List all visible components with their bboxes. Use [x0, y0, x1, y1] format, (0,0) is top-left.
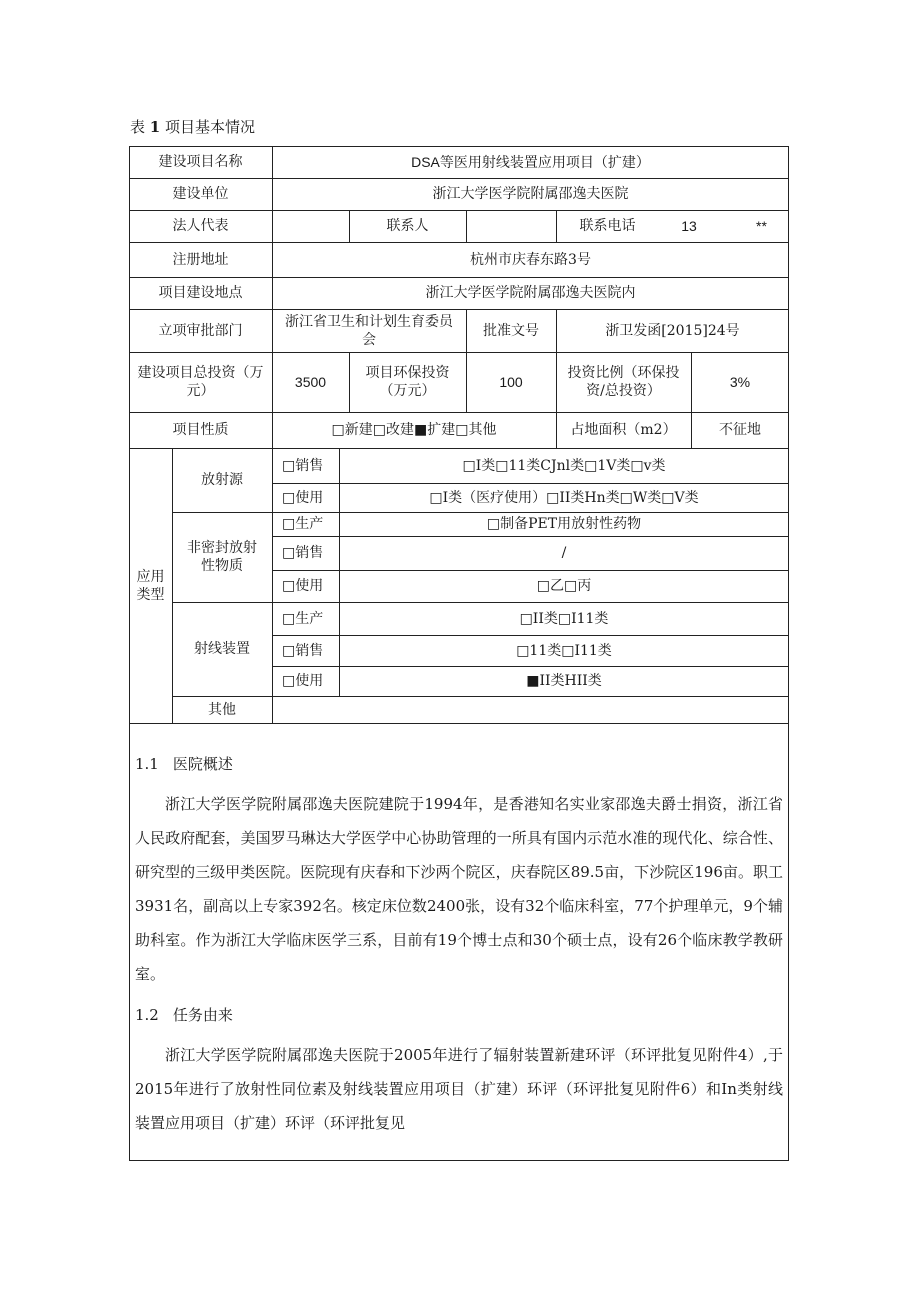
area-value: 不征地: [719, 422, 761, 438]
section-1-2-paragraph: 浙江大学医学院附属邵逸夫医院于2005年进行了辐射装置新建环评（环评批复见附件4）,于2015年进行了放射性同位素及射线装置应用项目（扩建）环评（环评批复见附件6）和In类射线装置应用项目（扩建）环评（环评批复见: [135, 1046, 783, 1132]
project-name-label: 建设项目名称: [158, 154, 243, 170]
rs-sale-checkbox[interactable]: □销售: [282, 457, 324, 474]
us-sale-checkbox[interactable]: □销售: [282, 545, 324, 561]
phone-value-b: **: [756, 218, 767, 234]
legal-rep-value: [272, 210, 349, 242]
unsealed-label: 非密封放射性物质: [187, 540, 257, 574]
other-value: [272, 696, 789, 723]
section-1-2-heading: [135, 1004, 247, 1025]
project-name: DSA等医用射线装置应用项目（扩建）: [411, 154, 650, 170]
section-1-1-paragraph: 浙江大学医学院附属邵逸夫医院建院于1994年，是香港知名实业家邵逸夫爵士捐资，浙江省人民政府配套，美国罗马琳达大学医学中心协助管理的一所具有国内示范水准的现代化、综合性、研究型的三级甲类医院。医院现有庆春和下沙两个院区，庆春院区89.5亩，下沙院区196亩。职工3931名，副高以上专家392名。核定床位数2400张，设有32个临床科室，77个护理单元，9个辅助科室。作为浙江大学临床医学三系，目前有19个博士点和30个硕士点，设有26个临床教学教研室。: [135, 795, 783, 983]
approval-dept-label: 立项审批部门: [158, 322, 243, 339]
area-label: 占地面积（m2）: [570, 422, 677, 438]
app-type-label: 应用类型: [136, 568, 165, 603]
approval-dept-value: 浙江省卫生和计划生育委员会: [285, 313, 453, 348]
ry-sale-checkbox[interactable]: □销售: [282, 642, 324, 659]
nature-value: □新建□改建■扩建□其他: [331, 422, 497, 438]
ry-use-value: ■II类HII类: [526, 673, 602, 689]
us-use-checkbox[interactable]: □使用: [282, 578, 324, 594]
section-1-2-title: 任务由来: [172, 1006, 233, 1024]
site-label: 项目建设地点: [158, 285, 243, 301]
env-invest-label: 项目环保投资（万元）: [365, 365, 450, 399]
phone-value-a: 13: [681, 218, 697, 234]
rs-sale-value: □I类□11类CJnl类□1V类□v类: [462, 457, 666, 474]
table-caption: [130, 116, 255, 137]
radio-source-label: 放射源: [201, 472, 243, 488]
rs-use-value: □I类（医疗使用）□II类Hn类□W类□V类: [429, 489, 699, 506]
approval-no-value: 浙卫发函[2015]24号: [605, 322, 740, 339]
ry-prod-value: □II类□I11类: [519, 610, 609, 627]
unit-label: 建设单位: [172, 186, 229, 202]
rs-use-checkbox[interactable]: □使用: [282, 489, 324, 506]
us-use-value: □乙□丙: [536, 578, 592, 594]
ray-device-label: 射线装置: [194, 641, 250, 657]
contact-label: 联系人: [386, 218, 429, 234]
us-sale-value: /: [561, 545, 567, 561]
section-1-1-heading: [135, 753, 247, 774]
project-info-table: [129, 146, 789, 1161]
caption-prefix: 表: [130, 118, 146, 136]
section-1-1-title: 医院概述: [172, 755, 233, 773]
caption-number: 1: [149, 118, 161, 136]
ry-prod-checkbox[interactable]: □生产: [282, 610, 324, 627]
total-invest-value: 3500: [294, 374, 327, 390]
legal-rep-label: 法人代表: [172, 218, 229, 234]
ratio-label: 投资比例（环保投资/总投资）: [567, 365, 680, 399]
ry-use-checkbox[interactable]: □使用: [282, 673, 324, 689]
approval-no-label: 批准文号: [483, 322, 539, 339]
address-value: 杭州市庆春东路3号: [470, 251, 591, 268]
ratio-value: 3%: [729, 374, 751, 390]
total-invest-label: 建设项目总投资（万元）: [137, 365, 264, 399]
env-invest-value: 100: [499, 374, 523, 390]
ry-sale-value: □11类□I11类: [516, 642, 612, 659]
section-1-1-number: 1.1: [135, 755, 159, 773]
contact-value: [466, 210, 556, 242]
section-1-2-number: 1.2: [135, 1006, 159, 1024]
phone-label: 联系电话: [579, 218, 636, 234]
other-label: 其他: [208, 701, 236, 718]
unit-value: 浙江大学医学院附属邵逸夫医院: [432, 186, 629, 202]
us-prod-checkbox[interactable]: □生产: [282, 516, 324, 532]
nature-label: 项目性质: [172, 422, 229, 438]
site-value: 浙江大学医学院附属邵逸夫医院内: [425, 285, 636, 301]
address-label: 注册地址: [172, 251, 229, 268]
us-prod-value: □制备PET用放射性药物: [486, 516, 642, 532]
caption-title: 项目基本情况: [165, 118, 256, 136]
